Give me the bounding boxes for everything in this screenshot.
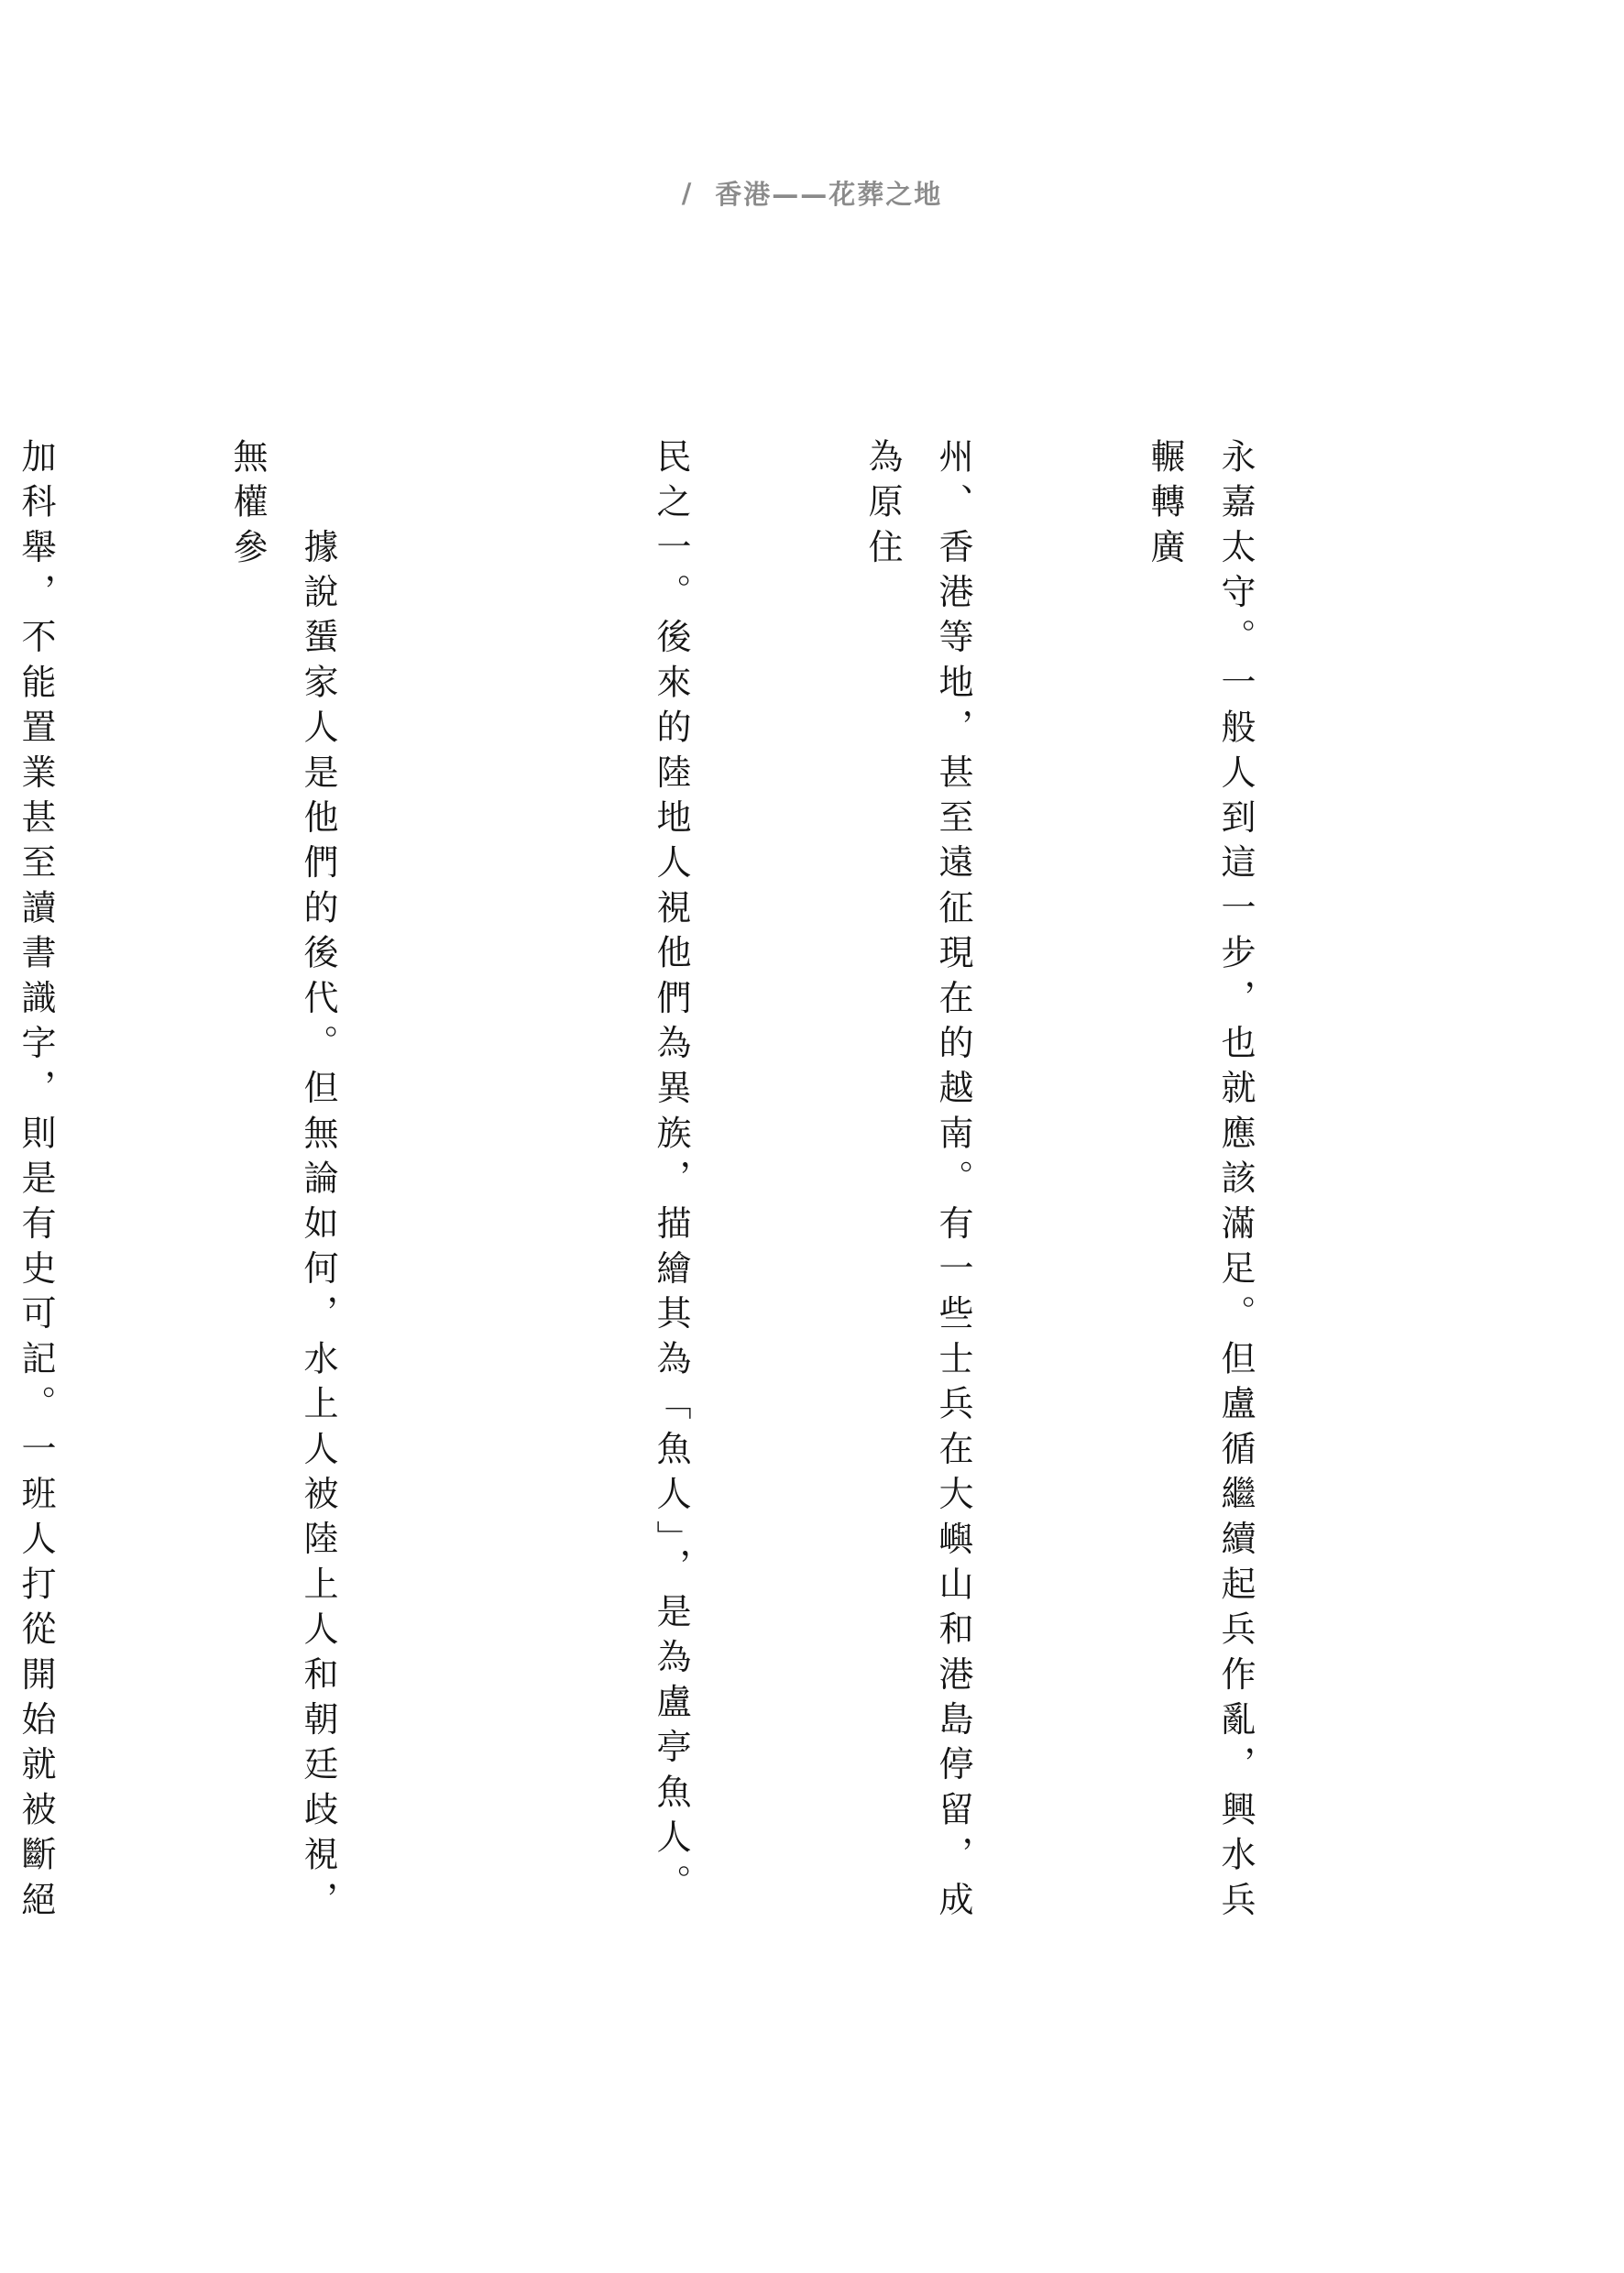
running-head-slash: / [681, 177, 694, 209]
paragraph-2 [0, 438, 494, 1941]
vertical-body-text [16, 438, 1411, 1941]
running-head-title: 香港——花葬之地 [715, 179, 943, 210]
text-column: 據說蜑家人是他們的後代。但無論如何，水上人被陸上人和朝廷歧視，無權參 [227, 438, 338, 1927]
running-head [0, 174, 1624, 212]
text-column: 民之一。後來的陸地人視他們為異族，描繪其為「魚人」，是為盧亭魚人。 [651, 438, 691, 1909]
paragraph-1 [494, 438, 1411, 1941]
text-column: 加科舉，不能置業甚至讀書識字，則是有史可記。一班人打從開始就被斷絕 [16, 438, 56, 1927]
text-column: 永嘉太守。一般人到這一步，也就應該滿足。但盧循繼續起兵作亂，興水兵輾轉廣 [1145, 438, 1256, 1927]
text-column: 州、香港等地，甚至遠征現在的越南。有一些士兵在大嶼山和港島停留，成為原住 [862, 438, 973, 1927]
